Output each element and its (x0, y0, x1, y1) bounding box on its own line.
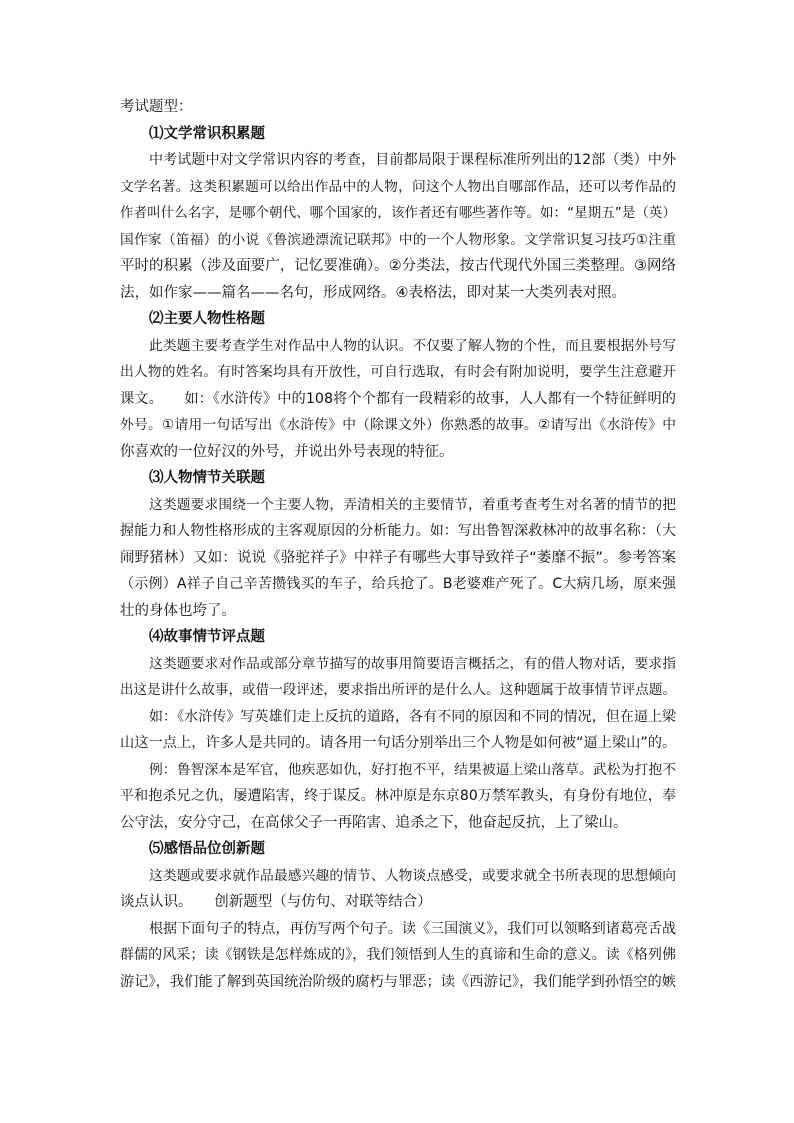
paragraph-line: 这类题要求对作品或部分章节描写的故事用简要语言概括之，有的借人物对话，要求指 (149, 655, 676, 672)
paragraph-line: 平时的积累（涉及面要广，记忆要准确）。②分类法，按古代现代外国三类整理。③网络 (120, 258, 676, 274)
paragraph-line: 根据下面句子的特点，再仿写两个句子。读《三国演义》，我们可以领略到诸葛亮舌战 (149, 920, 676, 937)
document-page (120, 94, 676, 995)
paragraph-line: 出这是讲什么故事，或借一段评述，要求指出所评的是什么人。这种题属于故事情节评点题。 (120, 682, 676, 698)
paragraph-line: （示例）A祥子自己辛苦攒钱买的车子，给兵抢了。B老婆难产死了。C大病几场，原来强 (120, 576, 676, 592)
paragraph-line: 外号。①请用一句话写出《水浒传》中（除课文外）你熟悉的故事。②请写出《水浒传》中 (120, 417, 676, 433)
paragraph-line: 群儒的风采；读《钢铁是怎样炼成的》，我们领悟到人生的真谛和生命的意义。读《格列佛 (120, 947, 676, 963)
paragraph-line: 中考试题中对文学常识内容的考查，目前都局限于课程标准所列出的12部（类）中外 (149, 152, 676, 168)
paragraph-line: 公守法，安分守己，在高俅父子一再陷害、追杀之下，他奋起反抗，上了梁山。 (120, 814, 628, 831)
paragraph-line: 闹野猪林）又如：说说《骆驼祥子》中祥子有哪些大事导致祥子“萎靡不振”。参考答案 (120, 549, 676, 566)
paragraph-line: 游记》，我们能了解到英国统治阶级的腐朽与罪恶；读《西游记》，我们能学到孙悟空的嫉 (120, 973, 676, 990)
section-heading-1: ⑴文学常识积累题 (149, 125, 265, 142)
intro-heading: 考试题型： (120, 99, 193, 115)
section-heading-4: ⑷故事情节评点题 (149, 629, 265, 645)
paragraph-line: 平和抱杀兄之仇，屡遭陷害，终于谋反。林冲原是东京80万禁军教头，有身份有地位，奉 (120, 788, 676, 804)
paragraph-line: 山这一点上，许多人是共同的。请各用一句话分别举出三个人物是如何被“逼上梁山”的。 (120, 735, 677, 751)
paragraph-line: 法，如作家——篇名——名句，形成网络。④表格法，即对某一大类列表对照。 (120, 284, 626, 301)
section-heading-5: ⑸感悟品位创新题 (149, 841, 265, 857)
paragraph-line: 作者叫什么名字，是哪个朝代、哪个国家的，该作者还有哪些著作等。如：“星期五”是（英） (120, 205, 676, 221)
paragraph-line: 此类题主要考查学生对作品中人物的认识。不仅要了解人物的个性，而且要根据外号写 (149, 337, 676, 354)
paragraph-line: 握能力和人物性格形成的主客观原因的分析能力。如：写出鲁智深救林冲的故事名称：（大 (120, 523, 676, 539)
paragraph-line: 如：《水浒传》写英雄们走上反抗的道路，各有不同的原因和不同的情况，但在逼上梁 (149, 708, 676, 725)
paragraph-line: 例：鲁智深本是军官，他疾恶如仇，好打抱不平，结果被逼上梁山落草。武松为打抱不 (149, 761, 676, 778)
paragraph-line: 这类题要求围绕一个主要人物，弄清相关的主要情节，着重考查考生对名著的情节的把 (149, 496, 676, 513)
paragraph-line: 这类题或要求就作品最感兴趣的情节、人物谈点感受，或要求就全书所表现的思想倾向 (149, 867, 676, 884)
paragraph-line: 文学名著。这类积累题可以给出作品中的人物，问这个人物出自哪部作品，还可以考作品的 (120, 178, 676, 195)
section-heading-2: ⑵主要人物性格题 (149, 311, 265, 327)
paragraph-line: 出人物的姓名。有时答案均具有开放性，可自行选取，有时会有附加说明，要学生注意避开 (120, 364, 676, 380)
section-heading-3: ⑶人物情节关联题 (149, 470, 265, 486)
paragraph-line: 壮的身体也垮了。 (120, 602, 236, 619)
paragraph-line: 国作家（笛福）的小说《鲁滨逊漂流记联邦》中的一个人物形象。文学常识复习技巧①注重 (120, 231, 676, 248)
paragraph-line: 课文。 如：《水浒传》中的108将个个都有一段精彩的故事，人人都有一个特征鲜明的 (120, 390, 676, 407)
paragraph-line: 谈点认识。 创新题型（与仿句、对联等结合） (120, 894, 432, 910)
paragraph-line: 你喜欢的一位好汉的外号，并说出外号表现的特征。 (120, 443, 454, 460)
